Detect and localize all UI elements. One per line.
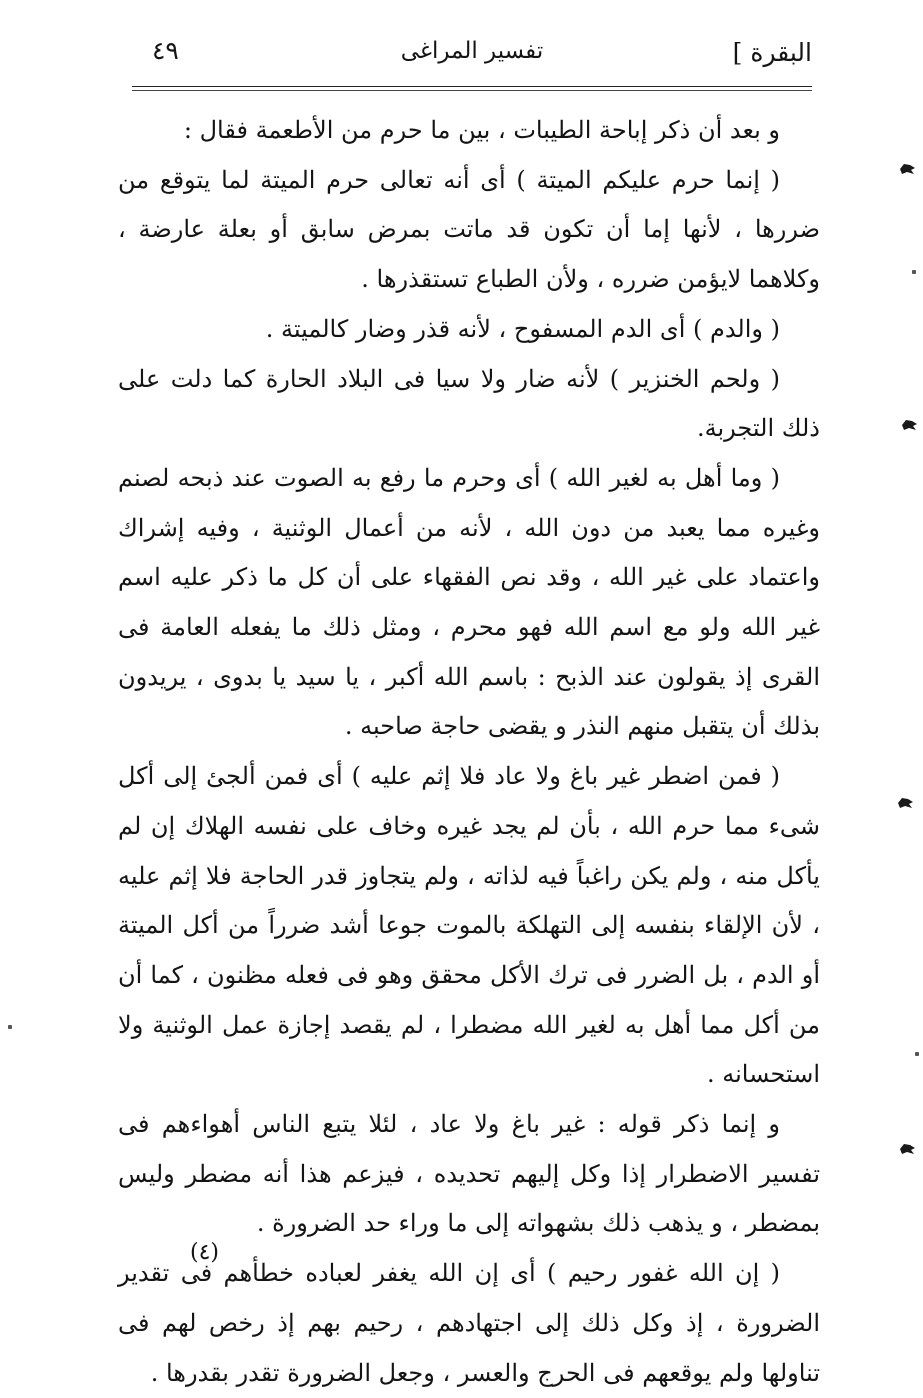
ink-blot-icon xyxy=(898,1142,916,1156)
scan-speck xyxy=(915,1052,919,1056)
header-surah-name: البقرة ] xyxy=(732,38,812,67)
paragraph: و بعد أن ذكر إباحة الطيبات ، بين ما حرم من الأطعمة فقال : xyxy=(183,116,780,144)
paragraph: ( فمن اضطر غير باغ ولا عاد فلا إثم عليه ) أى فمن ألجئ إلى أكل شىء مما حرم الله ، بأن لم يجد غيره وخاف على نفسه الهلاك إن لم يأكل منه ، ولم يكن راغباً فيه لذاته ، ولم يتجاوز قدر الحاجة فلا إثم عليه ، لأن الإلقاء بنفسه إلى التهلكة بالموت جوعا أشد ضرراً من أكل الميتة أو الدم ، بل الضرر فى ترك الأكل محقق وهو فى فعله مظنون ، كما أن من أكل مما أهل به لغير الله مضطرا ، لم يقصد إجازة عمل الوثنية ولا استحسانه . xyxy=(118,762,820,1089)
running-header xyxy=(132,28,812,87)
ink-blot-icon xyxy=(896,796,914,810)
body-text xyxy=(118,106,820,1387)
header-book-title: تفسير المراغى xyxy=(400,38,544,64)
paragraph: ( إنما حرم عليكم الميتة ) أى أنه تعالى حرم الميتة لما يتوقع من ضررها ، لأنها إما أن تكون قد ماتت بمرض سابق أو بعلة عارضة ، وكلاهما لايؤمن ضرره ، ولأن الطباع تستقذرها . xyxy=(118,165,820,294)
ink-blot-icon xyxy=(900,418,918,432)
paragraph: و إنما ذكر قوله : غير باغ ولا عاد ، لئلا يتبع الناس أهواءهم فى تفسير الاضطرار إذا وكل إليهم تحديده ، فيزعم هذا أنه مضطر وليس بمضطر ، و يذهب ذلك بشهواته إلى ما وراء حد الضرورة . xyxy=(118,1110,820,1238)
paragraph: ( ولحم الخنزير ) لأنه ضار ولا سيا فى البلاد الحارة كما دلت على ذلك التجربة. xyxy=(118,364,820,443)
ink-blot-icon xyxy=(898,162,916,176)
signature-mark: (٤) xyxy=(190,1240,220,1265)
scan-speck xyxy=(8,1025,12,1029)
paragraph: ( وما أهل به لغير الله ) أى وحرم ما رفع به الصوت عند ذبحه لصنم وغيره مما يعبد من دون الله ، لأنه من أعمال الوثنية ، وفيه إشراك واعتماد على غير الله ، وقد نص الفقهاء على أن كل ما ذكر عليه اسم غير الله ولو مع اسم الله فهو محرم ، ومثل ذلك ما يفعله العامة فى القرى إذ يقولون عند الذبح : باسم الله أكبر ، يا سيد يا بدوى ، يريدون بذلك أن يتقبل منهم النذر و يقضى حاجة صاحبه . xyxy=(118,463,820,741)
paragraph: ( والدم ) أى الدم المسفوح ، لأنه قذر وضار كالميتة . xyxy=(265,314,780,343)
scan-speck xyxy=(912,270,916,274)
header-rule xyxy=(132,90,812,91)
paragraph: ( إن الله غفور رحيم ) أى إن الله يغفر لعباده خطأهم فى تقدير الضرورة ، إذ وكل ذلك إلى اجتهادهم ، رحيم بهم إذ رخص لهم فى تناولها ولم يوقعهم فى الحرج والعسر ، وجعل الضرورة تقدر بقدرها . xyxy=(118,1259,820,1387)
header-page-number: ٤٩ xyxy=(152,36,179,65)
